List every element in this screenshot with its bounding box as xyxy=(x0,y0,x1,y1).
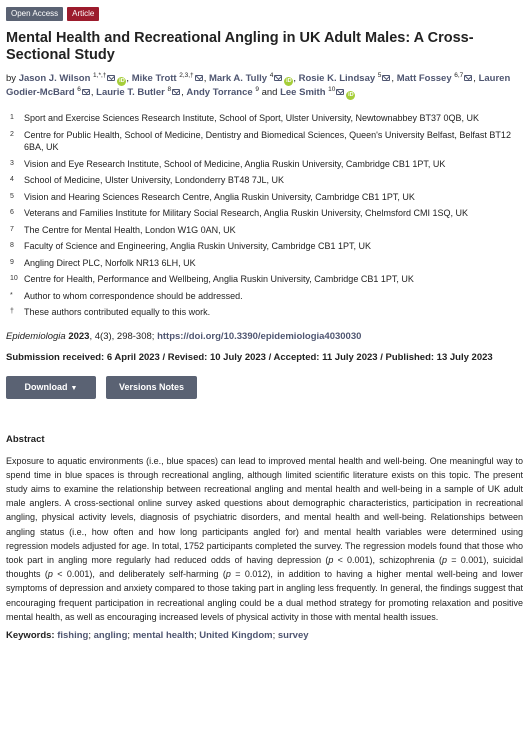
author-name[interactable]: Laurie T. Butler xyxy=(96,87,165,98)
affiliation-text: Author to whom correspondence should be addressed. xyxy=(24,290,243,301)
p-value-symbol: p xyxy=(328,554,334,565)
abstract-segment: < 0.001), and deliberately self-harming ( xyxy=(52,569,226,580)
keyword-link[interactable]: mental health xyxy=(132,629,194,641)
email-icon[interactable] xyxy=(172,89,180,95)
affiliation-item xyxy=(6,290,523,303)
abstract-segment: = 0.012), in addition to having a higher mental well-being and lower symptoms of depression and anxiety compared to those taking part in angling less frequently. In general, the findings suggest that encouraging frequent participation in recreational angling could be a dual method strategy for promoting relaxation and positive mental health, as well as encouraging increased levels of physical activity in those with mental health issues. xyxy=(6,569,524,622)
download-label: Download xyxy=(24,381,68,392)
author-name[interactable]: Jason J. Wilson xyxy=(18,73,91,84)
affiliation-number: 5 xyxy=(10,192,14,200)
affiliation-text: The Centre for Mental Health, London W1G 0AN, UK xyxy=(24,224,236,235)
author-affiliation-sup: 2,3,† xyxy=(179,71,194,79)
author-affiliation-sup: 10 xyxy=(328,85,336,93)
affiliation-text: These authors contributed equally to this work. xyxy=(24,307,211,317)
affiliation-item xyxy=(6,174,523,187)
keyword-separator: ; xyxy=(88,629,91,641)
affiliation-item xyxy=(6,273,523,286)
authors-prefix: by xyxy=(6,73,17,84)
keyword-separator: ; xyxy=(272,629,276,641)
p-value-symbol: p xyxy=(225,569,231,580)
affiliation-list xyxy=(6,112,523,319)
affiliation-number: † xyxy=(10,308,14,315)
affiliation-item xyxy=(6,257,523,270)
keyword-link[interactable]: survey xyxy=(277,629,309,641)
doi-link[interactable]: https://doi.org/10.3390/epidemiologia4030030 xyxy=(157,330,362,342)
author-name[interactable]: Lee Smith xyxy=(280,87,326,98)
author-name[interactable]: Andy Torrance xyxy=(186,87,253,98)
email-icon[interactable] xyxy=(464,75,472,81)
affiliation-number: 9 xyxy=(10,258,14,266)
abstract-heading: Abstract xyxy=(6,433,45,445)
author-name[interactable]: Mark A. Tully xyxy=(208,73,268,84)
keyword-link[interactable]: United Kingdom xyxy=(199,629,273,641)
email-icon[interactable] xyxy=(107,75,115,81)
abstract-segment: Exposure to aquatic environments (i.e., blue spaces) can lead to improved mental health and well-being. One meaningful way to spend time in blue spaces is through recreational angling, although limited scientific literature exists on this topic. The present study aims to examine the relationship between recreational angling and mental health and well-being in a sample of UK adult male anglers. A cross-sectional online survey asked questions about demographic characteristics, participation in recreational angling, physical activity levels, diagnosis of psychiatric disorders, and mental health and well-being. Relationships between angling status (i.e., how often and how long participants angled for) and mental health variables were determined using regression models adjusted for age. In total, 1752 participants completed the survey. The regression models found that those who took part in angling more regularly had reduced odds of having depression ( xyxy=(6,455,523,565)
badge-row xyxy=(6,7,523,21)
citation-journal: Epidemiologia xyxy=(6,330,66,342)
orcid-icon[interactable]: iD xyxy=(286,78,292,84)
action-buttons xyxy=(6,376,523,399)
download-button[interactable] xyxy=(6,376,96,399)
affiliation-text: Sport and Exercise Sciences Research Institute, School of Sport, Ulster University, Newtownabbey BT37 0QB, UK xyxy=(24,113,480,123)
p-value-symbol: p xyxy=(47,569,53,580)
abstract-segment: < 0.001), schizophrenia ( xyxy=(333,554,443,565)
affiliation-number: 1 xyxy=(10,114,14,121)
p-value-symbol: p xyxy=(442,554,448,565)
affiliation-text: Centre for Public Health, School of Medicine, Dentistry and Biomedical Sciences, Queen's University Belfast, Belfast BT12 6BA, UK xyxy=(24,129,511,152)
email-icon[interactable] xyxy=(274,75,282,81)
author-affiliation-sup: 1,*,† xyxy=(93,71,107,79)
author-separator: , xyxy=(126,73,130,84)
affiliation-item xyxy=(6,224,523,237)
article-title: Mental Health and Recreational Angling in UK Adult Males: A Cross-Sectional Study xyxy=(6,30,474,63)
citation-volume: , 4(3), 298-308; xyxy=(89,330,158,342)
affiliation-text: Centre for Health, Performance and Wellbeing, Anglia Ruskin University, Cambridge CB1 1PT, UK xyxy=(24,274,414,284)
affiliation-text: Faculty of Science and Engineering, Anglia Ruskin University, Cambridge CB1 1PT, UK xyxy=(24,241,372,251)
email-icon[interactable] xyxy=(82,89,90,95)
author-list xyxy=(6,72,523,100)
author-affiliation-sup: 6,7 xyxy=(454,71,464,79)
email-icon[interactable] xyxy=(195,75,203,81)
affiliation-number: 10 xyxy=(10,275,18,282)
keyword-separator: ; xyxy=(193,629,197,641)
keyword-link[interactable]: angling xyxy=(93,629,128,641)
abstract-segment: = 0.001), suicidal thoughts ( xyxy=(6,554,523,580)
affiliation-text: Vision and Hearing Sciences Research Centre, Anglia Ruskin University, Cambridge CB1 1PT, UK xyxy=(24,191,415,202)
author-affiliation-sup: 5 xyxy=(377,71,382,79)
author-affiliation-sup: 9 xyxy=(255,85,259,93)
author-separator: , xyxy=(473,73,476,84)
author-affiliation-sup: 8 xyxy=(167,85,172,93)
citation-year: 2023 xyxy=(68,330,90,342)
affiliation-text: School of Medicine, Ulster University, Londonderry BT48 7JL, UK xyxy=(24,175,284,185)
article-type-badge: Article xyxy=(67,7,99,21)
affiliation-item xyxy=(6,191,523,204)
chevron-down-icon: ▼ xyxy=(70,384,78,392)
keywords-label: Keywords: xyxy=(6,629,55,641)
versions-notes-button[interactable]: Versions Notes xyxy=(106,376,197,399)
author-separator: , xyxy=(293,73,296,84)
affiliation-number: 3 xyxy=(10,159,14,167)
affiliation-number: 6 xyxy=(10,209,14,216)
orcid-icon[interactable]: iD xyxy=(348,92,354,98)
affiliation-item xyxy=(6,158,523,171)
author-affiliation-sup: 4 xyxy=(269,71,274,79)
affiliation-text: Vision and Eye Research Institute, School of Medicine, Anglia Ruskin University, Cambridge CB1 1PT, UK xyxy=(24,158,446,169)
affiliation-item xyxy=(6,240,523,253)
affiliation-number: * xyxy=(10,291,13,299)
author-separator: , xyxy=(90,87,94,98)
affiliation-item xyxy=(6,306,523,319)
abstract-text xyxy=(6,454,523,624)
affiliation-number: 2 xyxy=(10,130,14,138)
open-access-badge: Open Access xyxy=(6,7,63,21)
author-name[interactable]: Mike Trott xyxy=(131,73,177,84)
affiliation-item xyxy=(6,129,523,154)
affiliation-item xyxy=(6,207,523,220)
author-separator: , xyxy=(391,73,395,84)
affiliation-text: Angling Direct PLC, Norfolk NR13 6LH, UK xyxy=(24,257,196,268)
orcid-icon[interactable]: iD xyxy=(119,78,125,84)
author-name[interactable]: Lauren Godier-McBard xyxy=(6,73,511,98)
author-name[interactable]: Rosie K. Lindsay xyxy=(298,73,376,84)
email-icon[interactable] xyxy=(336,89,344,95)
citation xyxy=(6,330,523,343)
keyword-separator: ; xyxy=(127,629,131,641)
author-separator: and xyxy=(258,87,278,98)
publication-dates: Submission received: 6 April 2023 / Revised: 10 July 2023 / Accepted: 11 July 2023 / Published: 13 July 2023 xyxy=(6,351,493,363)
affiliation-number: 8 xyxy=(10,242,14,249)
author-separator: , xyxy=(203,73,207,84)
affiliation-number: 7 xyxy=(10,225,14,233)
affiliation-number: 4 xyxy=(10,176,14,183)
keyword-link[interactable]: fishing xyxy=(57,629,89,641)
email-icon[interactable] xyxy=(382,75,390,81)
keywords xyxy=(6,629,523,642)
affiliation-item xyxy=(6,112,523,125)
author-separator: , xyxy=(181,87,184,98)
author-name[interactable]: Matt Fossey xyxy=(396,73,452,84)
affiliation-text: Veterans and Families Institute for Military Social Research, Anglia Ruskin University, Chelmsford CMI 1SQ, UK xyxy=(24,208,468,218)
author-affiliation-sup: 6 xyxy=(77,85,81,93)
